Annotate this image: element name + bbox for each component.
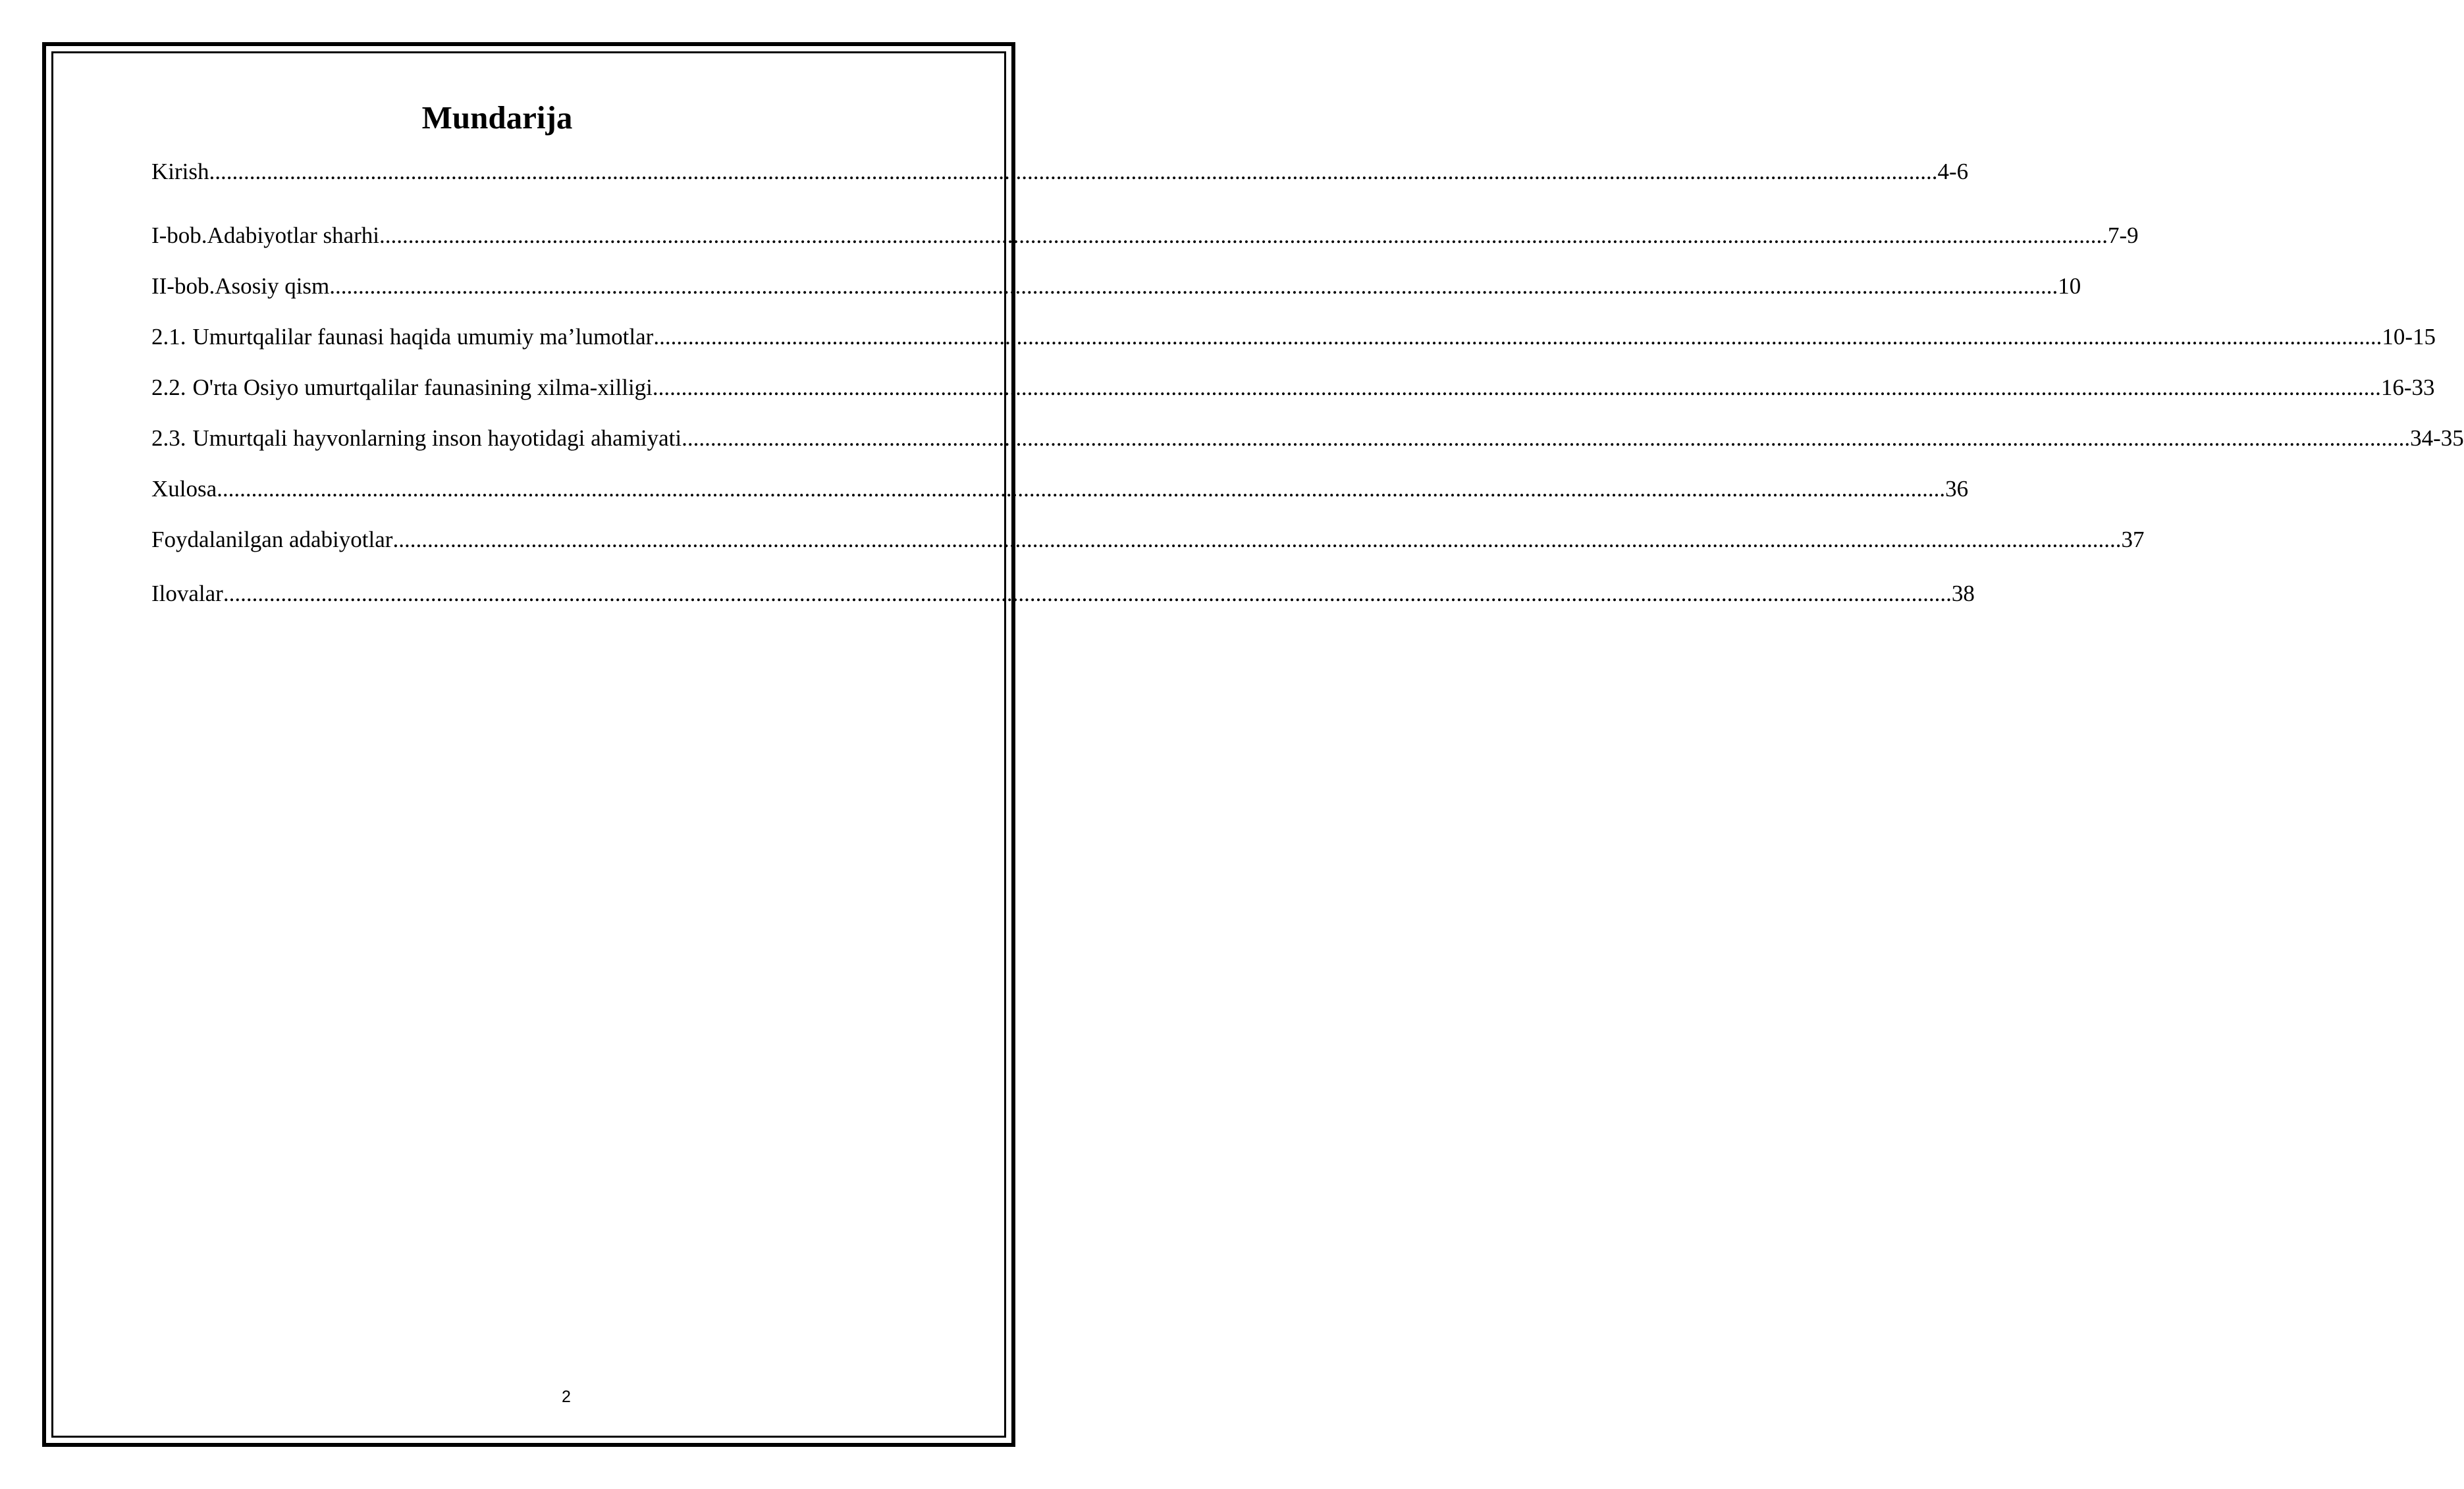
toc-entry-ilovalar[interactable] — [151, 580, 1975, 608]
toc-entry-number: 2.3. — [151, 425, 186, 451]
toc-entry-number: 2.2. — [151, 375, 186, 400]
toc-leader-dots: ............................................................................................................................................................................................................................................................................................................ — [209, 159, 1938, 184]
toc-entry-label: I-bob.Adabiyotlar sharhi — [151, 222, 380, 248]
toc-entry-label: Foydalanilgan adabiyotlar — [151, 527, 393, 552]
toc-entry-label: Kirish — [151, 159, 209, 184]
toc-entry-label: Ilovalar — [151, 581, 223, 606]
toc-entry-label: II-bob.Asosiy qism — [151, 273, 330, 299]
toc-entry-xulosa[interactable] — [151, 475, 1969, 503]
toc-leader-dots: ............................................................................................................................................................................................................................................................................................................ — [329, 273, 2058, 299]
toc-entry-kirish[interactable] — [151, 158, 1969, 186]
toc-entry-page: 37 — [2121, 527, 2145, 552]
toc-entry-2-3[interactable] — [151, 425, 2464, 452]
toc-entry-label: Umurtqalilar faunasi haqida umumiy ma’lumotlar — [192, 324, 654, 350]
toc-entry-page: 7-9 — [2108, 222, 2139, 248]
toc-leader-dots: ............................................................................................................................................................................................................................................................................................................ — [682, 425, 2411, 451]
toc-leader-dots: ............................................................................................................................................................................................................................................................................................................ — [223, 581, 1952, 606]
page-number: 2 — [562, 1388, 571, 1406]
toc-entry-label: Xulosa — [151, 476, 217, 502]
toc-leader-dots: ............................................................................................................................................................................................................................................................................................................ — [653, 324, 2382, 350]
toc-entry-number: 2.1. — [151, 324, 186, 350]
toc-entry-2-2[interactable] — [151, 374, 2435, 402]
toc-leader-dots: ............................................................................................................................................................................................................................................................................................................ — [217, 476, 1946, 502]
toc-entry-adabiyotlar-sharhi[interactable] — [151, 222, 2139, 249]
toc-entry-page: 10 — [2058, 273, 2081, 299]
toc-entry-page: 16-33 — [2380, 375, 2435, 400]
toc-leader-dots: ............................................................................................................................................................................................................................................................................................................ — [379, 222, 2108, 248]
toc-entry-page: 34-35 — [2410, 425, 2464, 451]
toc-entry-page: 38 — [1951, 581, 1975, 606]
toc-entry-label: Umurtqali hayvonlarning inson hayotidagi ahamiyati — [192, 425, 682, 451]
page-title: Mundarija — [421, 99, 573, 136]
toc-leader-dots: ............................................................................................................................................................................................................................................................................................................ — [652, 375, 2381, 400]
toc-entry-label: O'rta Osiyo umurtqalilar faunasining xilma-xilligi — [192, 375, 653, 400]
toc-entry-2-1[interactable] — [151, 323, 2436, 351]
toc-entry-page: 10-15 — [2382, 324, 2436, 350]
toc-leader-dots: ............................................................................................................................................................................................................................................................................................................ — [392, 527, 2122, 552]
page-border-inner — [51, 51, 1006, 1438]
toc-entry-foydalanilgan-adabiyotlar[interactable] — [151, 526, 2145, 554]
toc-entry-page: 36 — [1945, 476, 1969, 502]
toc-entry-page: 4-6 — [1937, 159, 1969, 184]
toc-entry-asosiy-qism[interactable] — [151, 273, 2081, 300]
